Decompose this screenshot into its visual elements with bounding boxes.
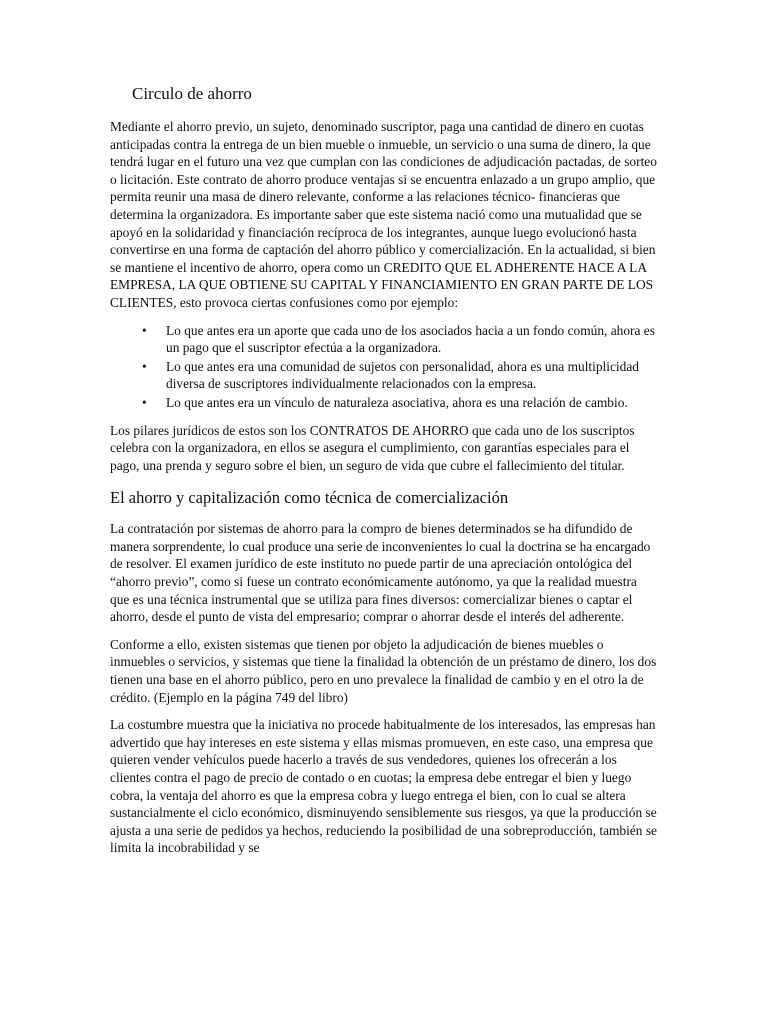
intro-paragraph: Mediante el ahorro previo, un sujeto, denominado suscriptor, paga una cantidad de dinero en cuotas anticipadas contra la entrega de un bien mueble o inmueble, un servicio o una suma de dinero, la que tendrá lugar en el futuro una vez que cumplan con las condiciones de adjudicación pactadas, de sorteo o licitación. Este contrato de ahorro produce ventajas si se encuentra enlazado a un grupo amplio, que permita reunir una masa de dinero relevante, conforme a las relaciones técnico- financieras que determina la organizadora. Es importante saber que este sistema nació como una mutualidad que se apoyó en la solidaridad y financiación recíproca de los integrantes, aunque luego evolucionó hasta convertirse en una forma de captación del ahorro público y comercialización. En la actualidad, si bien se mantiene el incentivo de ahorro, opera como un CREDITO QUE EL ADHERENTE HACE A LA EMPRESA, LA QUE OBTIENE SU CAPITAL Y FINANCIAMIENTO EN GRAN PARTE DE LOS CLIENTES, esto provoca ciertas confusiones como por ejemplo: <box>110 119 657 310</box>
section-paragraph: La contratación por sistemas de ahorro para la compro de bienes determinados se ha difundido de manera sorprendente, lo cual produce una serie de inconvenientes lo cual la doctrina se ha encargado de resolver. El examen jurídico de este instituto no puede partir de una apreciación ontológica del “ahorro previo”, como si fuese un contrato económicamente autónomo, ya que la realidad muestra que es una técnica instrumental que se utiliza para fines diversos: comercializar bienes o captar el ahorro, desde el punto de vista del empresario; comprar o ahorrar desde el interés del adherente. <box>110 521 651 625</box>
list-item <box>142 394 658 412</box>
list-item <box>142 358 658 393</box>
list-item-text: Lo que antes era un vínculo de naturaleza asociativa, ahora es una relación de cambio. <box>166 394 628 410</box>
document-page <box>110 84 658 867</box>
bullet-icon: • <box>142 394 147 410</box>
section-heading: El ahorro y capitalización como técnica de comercialización <box>110 488 509 508</box>
list-item-text: Lo que antes era un aporte que cada uno de los asociados hacia a un fondo común, ahora es un pago que el suscriptor efectúa a la organizadora. <box>166 322 655 356</box>
bullet-list <box>110 322 658 412</box>
bullet-icon: • <box>142 358 147 374</box>
list-item-text: Lo que antes era una comunidad de sujetos con personalidad, ahora es una multiplicidad diversa de suscriptores individualmente relacionados con la empresa. <box>166 358 639 392</box>
document-title: Circulo de ahorro <box>132 84 252 103</box>
section-paragraph: La costumbre muestra que la iniciativa no procede habitualmente de los interesados, las empresas han advertido que hay intereses en este sistema y ellas mismas promueven, en este caso, una empresa que quieren vender vehículos puede hacerlo a través de sus vendedores, quienes los ofrecerán a los clientes contra el pago de precio de contado o en cuotas; la empresa debe entregar el bien y luego cobra, la ventaja del ahorro es que la empresa cobra y luego entrega el bien, con lo cual se altera sustancialmente el ciclo económico, disminuyendo sensiblemente sus riesgos, ya que la producción se ajusta a una serie de pedidos ya hechos, reduciendo la posibilidad de una sobreproducción, también se limita la incobrabilidad y se <box>110 717 657 856</box>
list-item <box>142 322 658 357</box>
section-paragraph: Conforme a ello, existen sistemas que tienen por objeto la adjudicación de bienes muebles o inmuebles o servicios, y sistemas que tiene la finalidad la obtención de un préstamo de dinero, los dos tienen una base en el ahorro público, pero en uno prevalece la finalidad de cambio y en el otro la de crédito. (Ejemplo en la página 749 del libro) <box>110 636 657 705</box>
bullet-icon: • <box>142 322 147 338</box>
pillars-paragraph: Los pilares jurídicos de estos son los CONTRATOS DE AHORRO que cada uno de los suscriptos celebra con la organizadora, en ellos se asegura el cumplimiento, con garantías especiales para el pago, una prenda y seguro sobre el bien, un seguro de vida que cubre el fallecimiento del titular. <box>110 422 635 473</box>
